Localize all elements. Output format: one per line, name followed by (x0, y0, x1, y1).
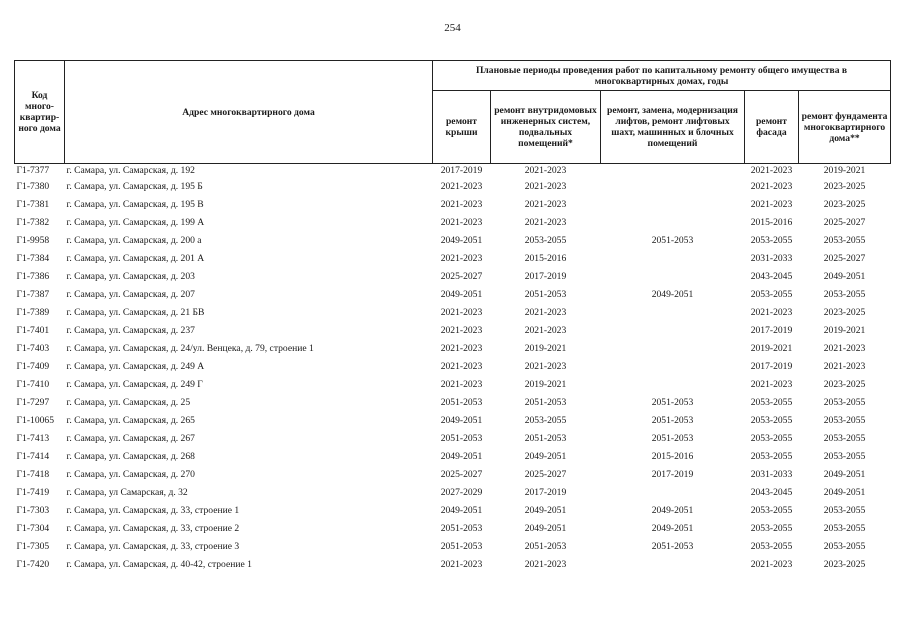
table-row (15, 448, 891, 466)
cell-systems-period: 2049-2051 (524, 523, 567, 534)
cell-foundation-period: 2023-2025 (823, 379, 866, 390)
cell-facade-period: 2021-2023 (750, 559, 793, 570)
cell-address: г. Самара, ул. Самарская, д. 33, строение 3 (66, 541, 240, 552)
cell-house-code: Г1-7414 (16, 451, 50, 462)
cell-house-code: Г1-7381 (16, 199, 50, 210)
table-row (15, 322, 891, 340)
cell-roof-period: 2021-2023 (440, 181, 483, 192)
cell-foundation-period: 2019-2021 (823, 325, 866, 336)
table-row (15, 286, 891, 304)
cell-roof-period: 2051-2053 (440, 397, 483, 408)
cell-elevator-period: 2051-2053 (651, 235, 694, 246)
cell-house-code: Г1-7387 (16, 289, 50, 300)
cell-address: г. Самара, ул. Самарская, д. 268 (66, 451, 195, 462)
cell-facade-period: 2053-2055 (750, 397, 793, 408)
cell-facade-period: 2053-2055 (750, 289, 793, 300)
capital-repair-schedule-table (14, 60, 891, 574)
cell-foundation-period: 2053-2055 (823, 541, 866, 552)
cell-house-code: Г1-7401 (16, 325, 50, 336)
cell-elevator-period: 2017-2019 (651, 469, 694, 480)
cell-foundation-period: 2053-2055 (823, 397, 866, 408)
cell-foundation-period: 2025-2027 (823, 217, 866, 228)
table-row (15, 430, 891, 448)
table-row (15, 214, 891, 232)
cell-foundation-period: 2023-2025 (823, 559, 866, 570)
cell-house-code: Г1-7410 (16, 379, 50, 390)
cell-address: г. Самара, ул Самарская, д. 32 (66, 487, 188, 498)
table-row (15, 268, 891, 286)
page-number: 254 (444, 22, 461, 34)
cell-roof-period: 2027-2029 (440, 487, 483, 498)
cell-roof-period: 2021-2023 (440, 217, 483, 228)
header-facade-repair: ремонт фасада (745, 91, 799, 164)
table-header (15, 61, 891, 164)
cell-elevator-period: 2051-2053 (651, 541, 694, 552)
cell-facade-period: 2019-2021 (750, 343, 793, 354)
cell-facade-period: 2053-2055 (750, 235, 793, 246)
cell-facade-period: 2021-2023 (750, 165, 793, 176)
cell-foundation-period: 2049-2051 (823, 271, 866, 282)
cell-foundation-period: 2053-2055 (823, 415, 866, 426)
cell-systems-period: 2019-2021 (524, 343, 567, 354)
cell-roof-period: 2021-2023 (440, 325, 483, 336)
cell-facade-period: 2043-2045 (750, 271, 793, 282)
cell-elevator-period: 2015-2016 (651, 451, 694, 462)
cell-elevator-period: 2049-2051 (651, 289, 694, 300)
cell-roof-period: 2021-2023 (440, 361, 483, 372)
cell-elevator-period (601, 178, 745, 196)
cell-systems-period: 2021-2023 (524, 325, 567, 336)
cell-systems-period: 2051-2053 (524, 397, 567, 408)
table-row (15, 394, 891, 412)
table-row (15, 556, 891, 574)
cell-elevator-period: 2049-2051 (651, 505, 694, 516)
cell-address: г. Самара, ул. Самарская, д. 201 А (66, 253, 205, 264)
header-address: Адрес многоквартирного дома (65, 61, 433, 164)
cell-address: г. Самара, ул. Самарская, д. 270 (66, 469, 195, 480)
cell-elevator-period: 2049-2051 (651, 523, 694, 534)
cell-address: г. Самара, ул. Самарская, д. 40-42, строение 1 (66, 559, 252, 570)
cell-address: г. Самара, ул. Самарская, д. 192 (66, 165, 195, 176)
table-row (15, 466, 891, 484)
cell-systems-period: 2021-2023 (524, 217, 567, 228)
table-row (15, 358, 891, 376)
cell-systems-period: 2021-2023 (524, 199, 567, 210)
cell-systems-period: 2051-2053 (524, 433, 567, 444)
cell-facade-period: 2021-2023 (750, 199, 793, 210)
cell-foundation-period: 2019-2021 (823, 165, 866, 176)
cell-address: г. Самара, ул. Самарская, д. 207 (66, 289, 195, 300)
table-row (15, 502, 891, 520)
cell-systems-period: 2021-2023 (524, 559, 567, 570)
cell-facade-period: 2031-2033 (750, 469, 793, 480)
cell-elevator-period (601, 196, 745, 214)
cell-address: г. Самара, ул. Самарская, д. 203 (66, 271, 195, 282)
cell-roof-period: 2021-2023 (440, 307, 483, 318)
header-engineering-systems-repair: ремонт внутридомовых инженерных систем, подвальных помещений* (491, 91, 601, 164)
cell-roof-period: 2017-2019 (440, 165, 483, 176)
cell-address: г. Самара, ул. Самарская, д. 267 (66, 433, 195, 444)
cell-foundation-period: 2053-2055 (823, 289, 866, 300)
cell-roof-period: 2049-2051 (440, 505, 483, 516)
cell-address: г. Самара, ул. Самарская, д. 33, строение 1 (66, 505, 240, 516)
cell-roof-period: 2025-2027 (440, 271, 483, 282)
cell-elevator-period: 2051-2053 (651, 415, 694, 426)
cell-roof-period: 2049-2051 (440, 415, 483, 426)
cell-facade-period: 2021-2023 (750, 181, 793, 192)
cell-facade-period: 2053-2055 (750, 505, 793, 516)
header-elevator-repair: ремонт, замена, модернизация лифтов, ремонт лифтовых шахт, машинных и блочных помещений (601, 91, 745, 164)
cell-facade-period: 2053-2055 (750, 523, 793, 534)
cell-house-code: Г1-7389 (16, 307, 50, 318)
cell-systems-period: 2025-2027 (524, 469, 567, 480)
cell-facade-period: 2053-2055 (750, 433, 793, 444)
cell-house-code: Г1-7384 (16, 253, 50, 264)
cell-address: г. Самара, ул. Самарская, д. 249 Г (66, 379, 203, 390)
cell-facade-period: 2043-2045 (750, 487, 793, 498)
cell-systems-period: 2021-2023 (524, 165, 567, 176)
cell-house-code: Г1-7403 (16, 343, 50, 354)
cell-address: г. Самара, ул. Самарская, д. 199 А (66, 217, 205, 228)
cell-address: г. Самара, ул. Самарская, д. 25 (66, 397, 191, 408)
cell-systems-period: 2015-2016 (524, 253, 567, 264)
cell-house-code: Г1-7409 (16, 361, 50, 372)
header-planned-periods: Плановые периоды проведения работ по капитальному ремонту общего имущества в многоквартирных домах, годы (433, 61, 891, 91)
table-row (15, 412, 891, 430)
cell-house-code: Г1-10065 (16, 415, 55, 426)
cell-systems-period: 2053-2055 (524, 235, 567, 246)
table-row (15, 484, 891, 502)
cell-facade-period: 2031-2033 (750, 253, 793, 264)
cell-house-code: Г1-9958 (16, 235, 50, 246)
cell-facade-period: 2017-2019 (750, 325, 793, 336)
cell-house-code: Г1-7303 (16, 505, 50, 516)
cell-foundation-period: 2049-2051 (823, 487, 866, 498)
cell-house-code: Г1-7305 (16, 541, 50, 552)
cell-foundation-period: 2023-2025 (823, 307, 866, 318)
cell-foundation-period: 2021-2023 (823, 343, 866, 354)
header-foundation-repair: ремонт фундамента многоквартирного дома** (799, 91, 891, 164)
cell-systems-period: 2021-2023 (524, 361, 567, 372)
table-row (15, 340, 891, 358)
table-row (15, 232, 891, 250)
cell-house-code: Г1-7377 (16, 165, 50, 176)
cell-foundation-period: 2025-2027 (823, 253, 866, 264)
cell-foundation-period: 2049-2051 (823, 469, 866, 480)
cell-elevator-period (601, 268, 745, 286)
table-row (15, 250, 891, 268)
cell-roof-period: 2021-2023 (440, 343, 483, 354)
cell-foundation-period: 2023-2025 (823, 181, 866, 192)
table-row (15, 304, 891, 322)
cell-house-code: Г1-7420 (16, 559, 50, 570)
cell-address: г. Самара, ул. Самарская, д. 21 БВ (66, 307, 205, 318)
cell-foundation-period: 2053-2055 (823, 433, 866, 444)
table-row (15, 164, 891, 179)
cell-elevator-period (601, 322, 745, 340)
cell-facade-period: 2053-2055 (750, 451, 793, 462)
cell-roof-period: 2021-2023 (440, 199, 483, 210)
cell-roof-period: 2021-2023 (440, 379, 483, 390)
cell-elevator-period (601, 214, 745, 232)
table-body (15, 164, 891, 575)
cell-elevator-period: 2051-2053 (651, 397, 694, 408)
cell-foundation-period: 2053-2055 (823, 235, 866, 246)
table-row (15, 178, 891, 196)
table-row (15, 196, 891, 214)
cell-facade-period: 2015-2016 (750, 217, 793, 228)
cell-address: г. Самара, ул. Самарская, д. 200 а (66, 235, 202, 246)
cell-foundation-period: 2023-2025 (823, 199, 866, 210)
header-roof-repair: ремонт крыши (433, 91, 491, 164)
cell-elevator-period (601, 358, 745, 376)
cell-systems-period: 2019-2021 (524, 379, 567, 390)
cell-facade-period: 2053-2055 (750, 541, 793, 552)
cell-elevator-period (601, 304, 745, 322)
cell-roof-period: 2025-2027 (440, 469, 483, 480)
cell-foundation-period: 2053-2055 (823, 505, 866, 516)
cell-roof-period: 2021-2023 (440, 559, 483, 570)
cell-roof-period: 2021-2023 (440, 253, 483, 264)
cell-roof-period: 2049-2051 (440, 289, 483, 300)
cell-elevator-period: 2051-2053 (651, 433, 694, 444)
cell-house-code: Г1-7386 (16, 271, 50, 282)
cell-facade-period: 2021-2023 (750, 307, 793, 318)
cell-systems-period: 2049-2051 (524, 505, 567, 516)
table-row (15, 520, 891, 538)
cell-address: г. Самара, ул. Самарская, д. 237 (66, 325, 195, 336)
cell-elevator-period (601, 250, 745, 268)
cell-elevator-period (601, 484, 745, 502)
cell-systems-period: 2049-2051 (524, 451, 567, 462)
cell-address: г. Самара, ул. Самарская, д. 195 Б (66, 181, 203, 192)
cell-address: г. Самара, ул. Самарская, д. 24/ул. Венцека, д. 79, строение 1 (66, 343, 314, 354)
cell-elevator-period (601, 340, 745, 358)
cell-systems-period: 2051-2053 (524, 541, 567, 552)
cell-address: г. Самара, ул. Самарская, д. 265 (66, 415, 195, 426)
cell-systems-period: 2021-2023 (524, 307, 567, 318)
table-row (15, 538, 891, 556)
cell-roof-period: 2051-2053 (440, 541, 483, 552)
cell-foundation-period: 2021-2023 (823, 361, 866, 372)
cell-facade-period: 2021-2023 (750, 379, 793, 390)
cell-house-code: Г1-7382 (16, 217, 50, 228)
cell-elevator-period (601, 164, 745, 179)
cell-house-code: Г1-7413 (16, 433, 50, 444)
cell-elevator-period (601, 556, 745, 574)
header-house-code: Код много-квартир-ного дома (15, 61, 65, 164)
cell-house-code: Г1-7419 (16, 487, 50, 498)
cell-roof-period: 2051-2053 (440, 433, 483, 444)
cell-facade-period: 2017-2019 (750, 361, 793, 372)
cell-address: г. Самара, ул. Самарская, д. 249 А (66, 361, 205, 372)
cell-address: г. Самара, ул. Самарская, д. 33, строение 2 (66, 523, 240, 534)
cell-foundation-period: 2053-2055 (823, 451, 866, 462)
cell-facade-period: 2053-2055 (750, 415, 793, 426)
cell-roof-period: 2049-2051 (440, 235, 483, 246)
cell-house-code: Г1-7418 (16, 469, 50, 480)
cell-systems-period: 2021-2023 (524, 181, 567, 192)
cell-house-code: Г1-7380 (16, 181, 50, 192)
cell-systems-period: 2017-2019 (524, 271, 567, 282)
cell-systems-period: 2053-2055 (524, 415, 567, 426)
cell-address: г. Самара, ул. Самарская, д. 195 В (66, 199, 204, 210)
cell-systems-period: 2017-2019 (524, 487, 567, 498)
cell-elevator-period (601, 376, 745, 394)
cell-house-code: Г1-7297 (16, 397, 50, 408)
table-row (15, 376, 891, 394)
cell-roof-period: 2051-2053 (440, 523, 483, 534)
cell-roof-period: 2049-2051 (440, 451, 483, 462)
cell-foundation-period: 2053-2055 (823, 523, 866, 534)
cell-systems-period: 2051-2053 (524, 289, 567, 300)
cell-house-code: Г1-7304 (16, 523, 50, 534)
